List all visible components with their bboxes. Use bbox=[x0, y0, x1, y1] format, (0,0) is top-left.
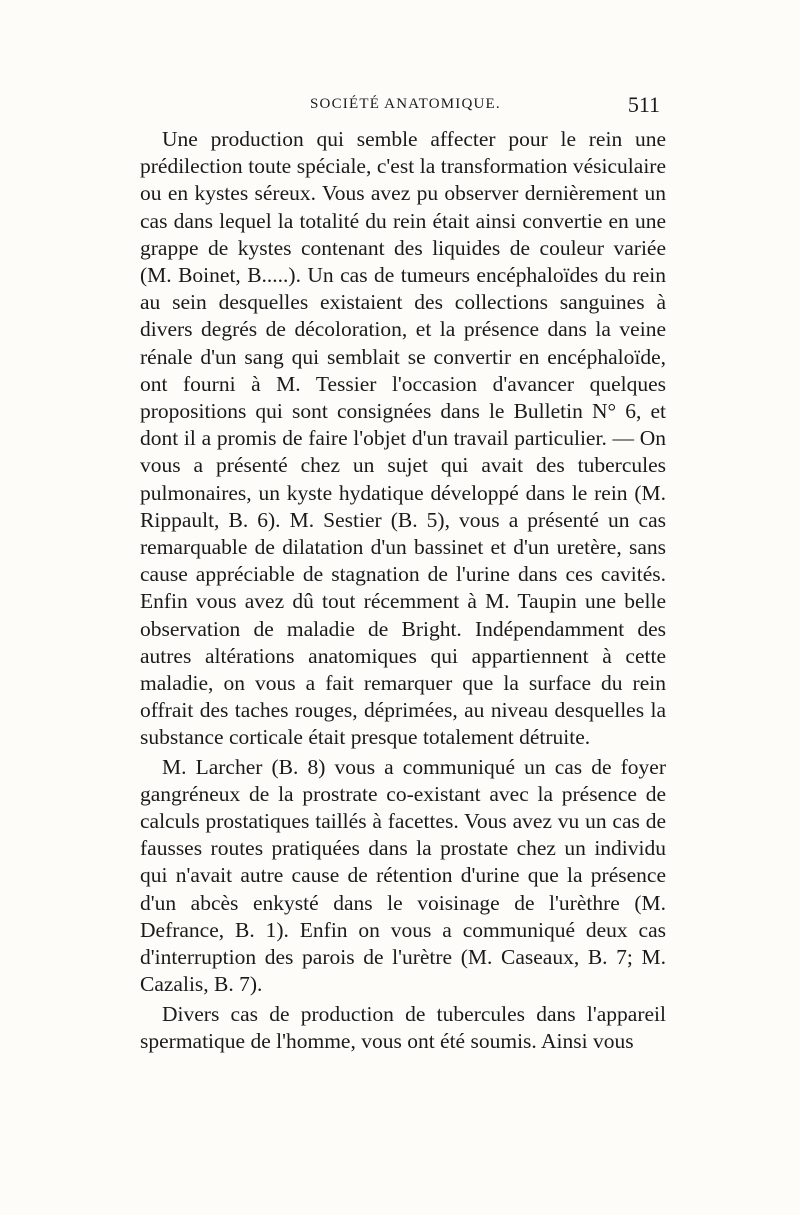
running-head bbox=[140, 92, 660, 122]
paragraph-spermatic: Divers cas de production de tubercules dans l'appareil spermatique de l'homme, vous ont été soumis. Ainsi vous bbox=[140, 1001, 666, 1053]
paragraph-kidney: Une production qui semble affecter pour le rein une prédilection toute spéciale, c'est la transformation vésiculaire ou en kystes séreux. Vous avez pu observer dernièrement un cas dans lequel la totalité du rein était ainsi convertie en une grappe de kystes contenant des liquides de couleur variée (M. Boinet, B.....). Un cas de tumeurs encéphaloïdes du rein au sein desquelles existaient des collections sanguines à divers degrés de décoloration, et la présence dans la veine rénale d'un sang qui semblait se convertir en encéphaloïde, ont fourni à M. Tessier l'occasion d'avancer quelques propositions qui sont consignées dans le Bulletin N° 6, et dont il a promis de faire l'objet d'un travail particulier. — On vous a présenté chez un sujet qui avait des tubercules pulmonaires, un kyste hydatique développé dans le rein (M. Rippault, B. 6). M. Sestier (B. 5), vous a présenté un cas remarquable de dilatation d'un bassinet et d'un uretère, sans cause appréciable de stagnation de l'urine dans ces cavités. Enfin vous avez dû tout récemment à M. Taupin une belle observation de maladie de Bright. Indépendamment des autres altérations anatomiques qui appartiennent à cette maladie, on vous a fait remarquer que la surface du rein offrait des taches rouges, déprimées, au niveau desquelles la substance corticale était presque totalement détruite. bbox=[140, 127, 666, 750]
paragraph-prostate: M. Larcher (B. 8) vous a communiqué un cas de foyer gangréneux de la prostrate co-existant avec la présence de calculs prostatiques taillés à facettes. Vous avez vu un cas de fausses routes pratiquées dans la prostate chez un individu qui n'avait autre cause de rétention d'urine que la présence d'un abcès enkysté dans le voisinage de l'urèthre (M. Defrance, B. 1). Enfin on vous a communiqué deux cas d'interruption des parois de l'urètre (M. Caseaux, B. 7; M. Cazalis, B. 7). bbox=[140, 754, 666, 997]
page-number: 511 bbox=[627, 92, 660, 117]
body-text bbox=[140, 126, 666, 1055]
running-title: SOCIÉTÉ ANATOMIQUE. bbox=[310, 96, 501, 112]
